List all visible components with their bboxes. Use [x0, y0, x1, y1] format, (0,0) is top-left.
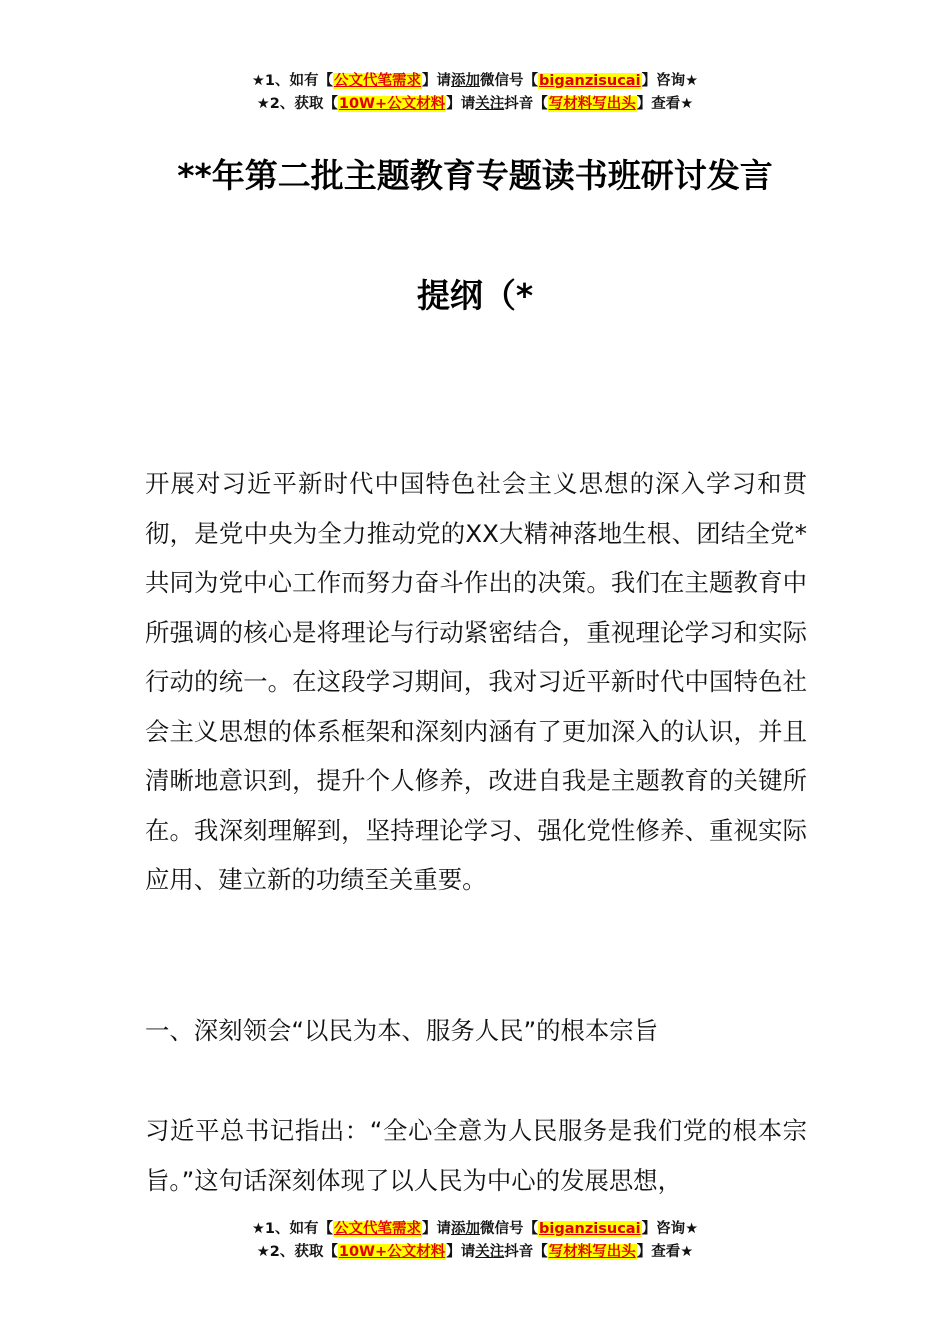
promo-highlight-wechat: biganzisucai — [539, 1221, 641, 1237]
promo-line-1: ★1、如有【公文代笔需求】请添加微信号【biganzisucai】咨询★ — [251, 1221, 699, 1237]
intro-paragraph: 开展对习近平新时代中国特色社会主义思想的深入学习和贯彻，是党中央为全力推动党的XX大精神落地生根、团结全党*共同为党中心工作而努力奋斗作出的决策。我们在主题教育中所强调的核心是将理论与行动紧密结合，重视理论学习和实际行动的统一。在这段学习期间，我对习近平新时代中国特色社会主义思想的体系框架和深刻内涵有了更加深入的认识，并且清晰地意识到，提升个人修养，改进自我是主题教育的关键所在。我深刻理解到，坚持理论学习、强化党性修养、重视实际应用、建立新的功绩至关重要。 — [145, 469, 807, 894]
bottom-promo-banner — [0, 1218, 950, 1264]
promo-highlight-douyin: 写材料写出头 — [548, 96, 636, 112]
promo-highlight-materials: 10W+公文材料 — [338, 1244, 446, 1260]
promo-highlight-materials: 10W+公文材料 — [338, 96, 446, 112]
document-title-line-2: 提纲（* — [416, 276, 534, 315]
promo-line-1: ★1、如有【公文代笔需求】请添加微信号【biganzisucai】咨询★ — [251, 73, 699, 89]
promo-highlight-douyin: 写材料写出头 — [548, 1244, 636, 1260]
promo-highlight-service: 公文代笔需求 — [334, 73, 422, 89]
promo-highlight-wechat: biganzisucai — [539, 73, 641, 89]
section-1-paragraph: 习近平总书记指出：“全心全意为人民服务是我们党的根本宗旨。”这句话深刻体现了以人民为中心的发展思想， — [145, 1116, 807, 1195]
promo-line-2: ★2、获取【10W+公文材料】请关注抖音【写材料写出头】查看★ — [256, 1244, 694, 1260]
top-promo-banner — [0, 70, 950, 116]
document-title-line-1: **年第二批主题教育专题读书班研讨发言 — [177, 156, 773, 195]
promo-highlight-service: 公文代笔需求 — [334, 1221, 422, 1237]
promo-line-2: ★2、获取【10W+公文材料】请关注抖音【写材料写出头】查看★ — [256, 96, 694, 112]
section-heading-1: 一、深刻领会“以民为本、服务人民”的根本宗旨 — [145, 1016, 659, 1045]
